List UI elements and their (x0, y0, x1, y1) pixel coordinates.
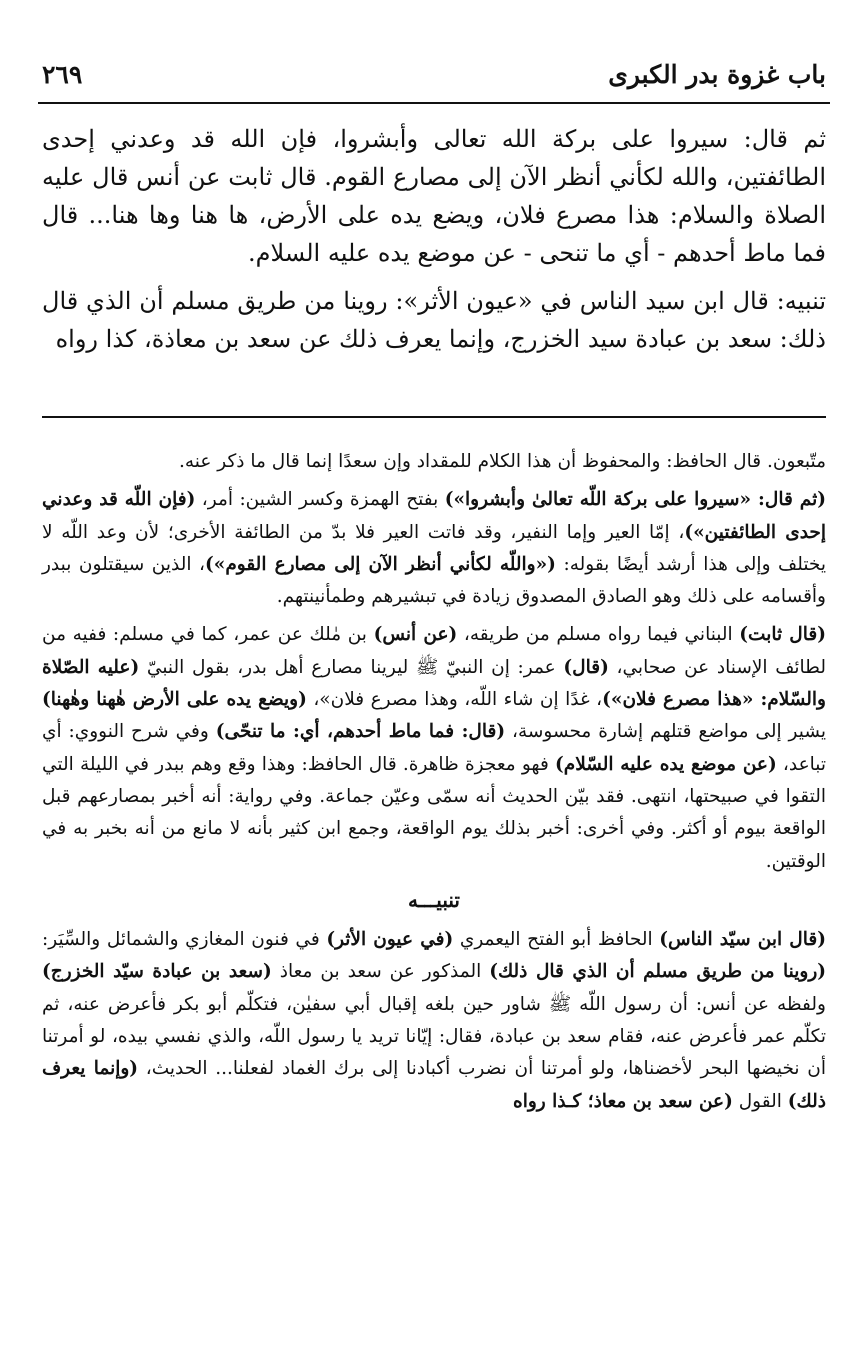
commentary-text-run: وفي شرح النووي: أي تباعد، (42, 721, 826, 775)
main-paragraph: ثم قال: سيروا على بركة الله تعالى وأبشروا، فإن الله قد وعدني إحدى الطائفتين، والله لكأني أنظر الآن إلى مصارع القوم. قال ثابت عن أنس قال عليه الصلاة والسلام: هذا مصرع فلان، ويضع يده على الأرض، ها هنا وها هنا... قال فما ماط أحدهم - أي ما تنحى - عن موضع يده عليه السلام. (42, 125, 826, 267)
main-text (42, 120, 826, 368)
commentary-text (42, 446, 826, 1124)
quoted-phrase: (سعد بن عبادة سيّد الخزرج) (42, 961, 272, 983)
commentary-paragraph (42, 619, 826, 877)
commentary-paragraph (42, 924, 826, 1118)
page-header (38, 54, 830, 104)
quoted-phrase: (في عيون الأثر) (326, 929, 454, 951)
quoted-phrase: (عن سعد بن معاذ؛ كـذا رواه (513, 1090, 733, 1112)
commentary-text-run: المذكور عن سعد بن معاذ (271, 961, 490, 983)
commentary-text-run: فهو معجزة ظاهرة. قال الحافظ: وهذا وقع وهم ببدر في الليلة التي التقوا في صبيحتها، انتهى. فقد بيّن الحديث أنه سمّى وعيّن جماعة. وفي رواية: أنه أخبر بمصارعهم قبل الواقعة بيوم أو أكثر. وفي أخرى: أخبر بذلك يوم الواقعة، وجمع ابن كثير بأنه لا مانع من أنه بخبر به في الوقتين. (42, 753, 826, 872)
commentary-text-run: بن مٰلك عن عمر، كما في مسلم: ففيه من لطائف الإسناد عن صحابي، (42, 624, 826, 678)
commentary-text-run: البناني فيما رواه مسلم من طريقه، (457, 624, 740, 646)
quoted-phrase: (روينا من طريق مسلم أن الذي قال ذلك) (489, 961, 827, 983)
commentary-text-run: ، غدًا إن شاء اللّه، وهذا مصرع فلان»، (306, 689, 603, 711)
quoted-phrase: (عن أنس) (373, 624, 458, 646)
commentary-text-run: عمر: إن النبيّ ﷺ ليرينا مصارع أهل بدر، بقول النبيّ (139, 656, 564, 678)
section-heading: تنبيـــه (408, 887, 460, 912)
quoted-phrase: (وإنما يعرف ذلك) (42, 1058, 826, 1112)
commentary-text-run: متّبعون. قال الحافظ: والمحفوظ أن هذا الكلام للمقداد وإن سعدًا إنما قال ما ذكر عنه. (178, 451, 826, 472)
quoted-phrase: (عن موضع يده عليه السّلام) (555, 753, 777, 775)
commentary-text-run: ولفظه عن أنس: أن رسول اللّه ﷺ شاور حين بلغه إقبال أبي سفيٰن، فتكلّم أبو بكر فأعرض عنه، ثم تكلّم عمر فأعرض عنه، فقام سعد بن عبادة، فقال: إيّانا تريد يا رسول اللّه، والذي نفسي بيده، لو أمرتنا أن نخيضها البحر لأخضناها، ولو أمرتنا أن نضرب أكبادنا إلى برك الغماد لفعلنا... الحديث، (42, 993, 826, 1080)
commentary-text-run: ، الذين سيقتلون ببدر وأقسامه على ذلك وهو الصادق المصدوق زيادة في تبشيرهم وطمأنينتهم. (42, 553, 826, 608)
commentary-paragraph (42, 446, 826, 478)
quoted-phrase: (فإن اللّه قد وعدني إحدى الطائفتين») (42, 489, 826, 543)
commentary-text-run: في فنون المغازي والشمائل والسِّيَر: (42, 929, 327, 951)
commentary-paragraph (42, 484, 826, 613)
quoted-phrase: (قال) (563, 656, 609, 678)
quoted-phrase: (ويضع يده على الأرض هٰهنا وهٰهنا) (42, 689, 307, 711)
chapter-title: باب غزوة بدر الكبرى (608, 60, 826, 89)
quoted-phrase: («واللّه لكأني أنظر الآن إلى مصارع القوم») (205, 553, 556, 575)
quoted-phrase: (قال ثابت) (739, 624, 826, 646)
page-number: ٢٦٩ (42, 60, 83, 89)
commentary-text-run: الحافظ أبو الفتح اليعمري (453, 929, 660, 951)
quoted-phrase: (قال: فما ماط أحدهم، أي: ما تنحّى) (215, 721, 506, 743)
quoted-phrase: (عليه الصّلاة والسّلام: «هذا مصرع فلان») (42, 656, 826, 711)
commentary-text-run: القول (732, 1090, 788, 1112)
separator-rule (42, 416, 826, 418)
main-paragraph: تنبيه: قال ابن سيد الناس في «عيون الأثر»: روينا من طريق مسلم أن الذي قال ذلك: سعد بن عبادة سيد الخزرج، وإنما يعرف ذلك عن سعد بن معاذة، كذا رواه (42, 287, 827, 353)
commentary-text-run: يشير إلى مواضع قتلهم إشارة محسوسة، (505, 721, 826, 743)
quoted-phrase: (قال ابن سيّد الناس) (659, 929, 826, 951)
quoted-phrase: (ثم قال: «سيروا على بركة اللّه تعالىٰ وأبشروا») (444, 489, 826, 511)
commentary-text-run: بفتح الهمزة وكسر الشين: أمر، (195, 489, 445, 511)
commentary-text-run: ، إمّا العير وإما النفير، وقد فاتت العير فلا بدّ من الطائفة الأخرى؛ لأن وعد اللّه لا يختلف وإلى هذا أرشد أيضًا بقوله: (42, 521, 826, 575)
